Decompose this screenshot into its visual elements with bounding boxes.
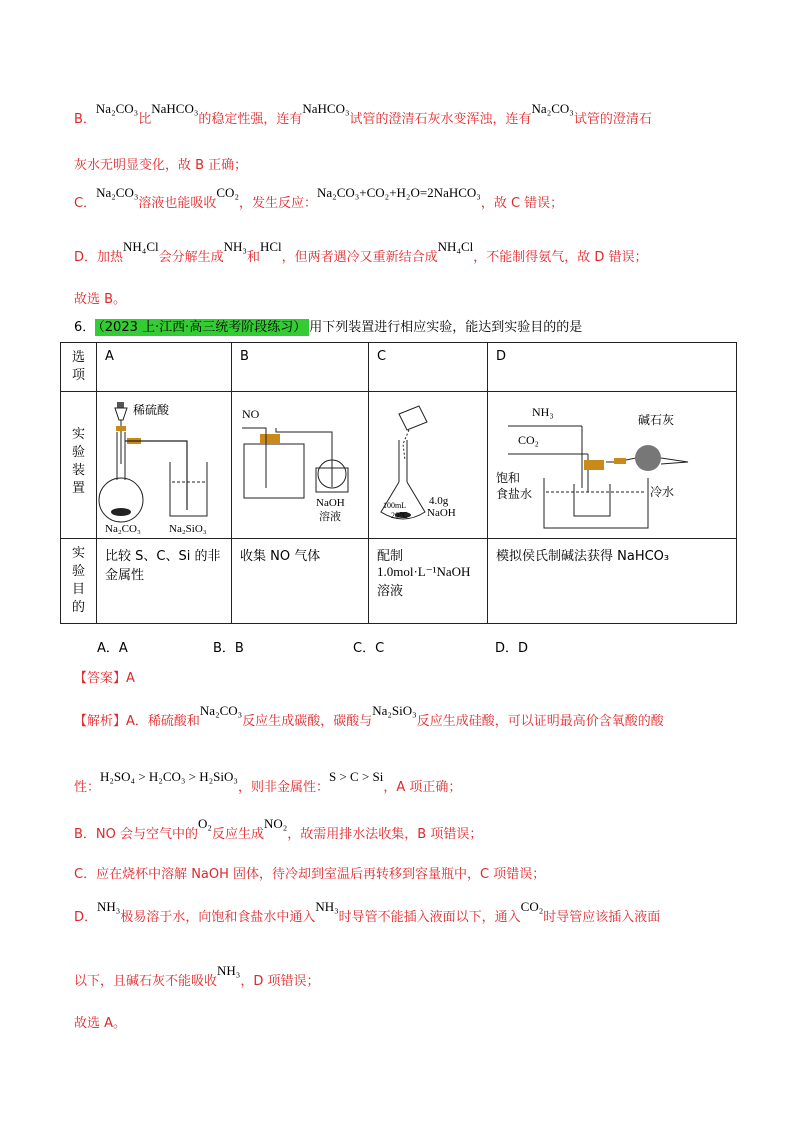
bottle-stopper (260, 434, 280, 444)
purpose-c-line2: 1.0mol·L⁻¹NaOH (377, 564, 471, 579)
formula-hcl: HCl (259, 239, 282, 254)
formula-nahco3: NaHCO₃ (151, 101, 199, 116)
label-brine: 食盐水 (496, 487, 533, 501)
col-d: D (488, 343, 737, 392)
formula-co2: CO₂ (520, 899, 544, 914)
text: 试管的澄清石灰水变浑浊，连有 (349, 112, 532, 127)
apparatus-d (488, 392, 737, 539)
delivery-tube (125, 441, 187, 510)
formula-na2co3: Na₂CO₃ (531, 101, 574, 116)
answer-value: A (126, 671, 135, 686)
header-purpose (61, 539, 97, 624)
gas-bottle (244, 444, 304, 498)
flask-stopper (584, 460, 604, 470)
header-purpose-text: 实验目的 (71, 546, 85, 615)
formula-na2sio3: Na₂SiO₃ (372, 703, 417, 718)
text: 反应生成 (211, 827, 264, 842)
purpose-c-line1: 配制 (377, 549, 404, 564)
choice-a[interactable]: A．A (97, 641, 128, 656)
formula-nh4cl: NH₄Cl (437, 239, 474, 254)
text: 和 (246, 250, 260, 265)
text: ，A 项正确； (383, 780, 462, 795)
text: 反应生成碳酸，碳酸与 (242, 714, 373, 729)
label-soda-lime: 碱石灰 (638, 413, 675, 427)
question-6-stem (74, 316, 740, 335)
text: ，则非金属性： (237, 780, 329, 795)
purpose-row (61, 539, 737, 624)
text: 时导管应该插入液面 (543, 910, 661, 925)
analysis-c: C．应在烧杯中溶解 NaOH 固体，待冷却到室温后再转移到容量瓶中，C 项错误； (74, 867, 546, 882)
text: ，故需用排水法收集，B 项错误； (287, 827, 483, 842)
label-no: NO (242, 407, 260, 421)
apparatus-c (369, 392, 488, 539)
text: 比 (138, 112, 152, 127)
question-text: 用下列装置进行相应实验，能达到实验目的的是 (309, 320, 583, 335)
water-bath (544, 478, 648, 528)
answer (74, 667, 740, 686)
formula-nahco3: NaHCO₃ (302, 101, 350, 116)
reaction-equation: Na₂CO₃+CO₂+H₂O=2NaHCO₃ (317, 185, 481, 200)
formula-na2co3: Na₂CO₃ (95, 101, 139, 116)
formula-o2: O₂ (198, 816, 212, 831)
label-temp: 20℃ (391, 511, 408, 520)
header-option (61, 343, 97, 392)
purpose-c (369, 539, 488, 624)
weighing-beaker (399, 406, 427, 430)
source-tag[interactable]: （2023 上·江西·高三统考阶段练习） (95, 319, 309, 336)
formula-co2: CO₂ (216, 185, 239, 200)
formula-nh4cl: NH₄Cl (123, 239, 159, 254)
purpose-c-line3: 溶液 (377, 584, 404, 599)
option-prefix: B． (74, 112, 96, 127)
text: 时导管不能插入液面以下，通入 (338, 910, 521, 925)
formula-nh3: NH₃ (315, 899, 339, 914)
text: 性： (74, 780, 101, 795)
text: D． (74, 910, 98, 925)
funnel-stopper (117, 402, 124, 408)
label-nh3: NH₃ (532, 405, 554, 419)
formula-na2co3: Na₂CO₃ (199, 703, 243, 718)
formula-nh3: NH₃ (223, 239, 247, 254)
dropping-funnel (115, 408, 127, 420)
apparatus-d-drawing (488, 392, 708, 534)
header-apparatus (61, 392, 97, 539)
text: 反应生成硅酸，可以证明最高价含氧酸的酸 (416, 714, 664, 729)
analysis-b (74, 816, 740, 842)
text: ，发生反应： (238, 196, 317, 211)
text: 极易溶于水，向饱和食盐水中通入 (120, 910, 316, 925)
col-b: B (232, 343, 369, 392)
beaker-a (170, 462, 207, 516)
question-number: 6． (74, 320, 96, 335)
solid-na2co3 (111, 508, 131, 516)
analysis-label: 【解析】 (74, 714, 127, 729)
text: ，但两者遇冷又重新结合成 (281, 250, 438, 265)
soda-lime-tube (635, 445, 661, 471)
text: A．稀硫酸和 (126, 714, 200, 729)
table-header-row (61, 343, 737, 392)
answer-label: 【答案】 (74, 671, 127, 686)
purpose-a: 比较 S、C、Si 的非金属性 (97, 539, 232, 624)
label-saturated: 饱和 (496, 471, 521, 485)
text: ，故 C 错误； (480, 196, 564, 211)
apparatus-b-drawing (232, 392, 368, 534)
purpose-b: 收集 NO 气体 (232, 539, 369, 624)
choice-d[interactable]: D．D (495, 641, 529, 656)
text: 试管的澄清石 (573, 112, 652, 127)
text: 的稳定性强，连有 (198, 112, 303, 127)
choice-c[interactable]: C．C (353, 641, 385, 656)
analysis-d-line1 (74, 899, 740, 925)
analysis-d-line2 (74, 963, 740, 989)
label-co2: CO₂ (518, 433, 539, 447)
header-apparatus-text: 实验装置 (71, 427, 85, 496)
label-na2sio3: Na₂SiO₃ (169, 523, 207, 534)
explanation-b-line1 (74, 101, 740, 127)
option-prefix: C． (74, 196, 97, 211)
explanation-b-line2: 灰水无明显变化，故 B 正确； (74, 158, 248, 173)
text: ，不能制得氨气，故 D 错误； (473, 250, 648, 265)
explanation-d (74, 239, 740, 265)
explanation-c (74, 185, 740, 211)
text: 溶液也能吸收 (138, 196, 217, 211)
text: 以下，且碱石灰不能吸收 (74, 974, 218, 989)
choice-b[interactable]: B．B (213, 641, 244, 656)
apparatus-row (61, 392, 737, 539)
formula-na2co3: Na₂CO₃ (96, 185, 139, 200)
apparatus-a-drawing (97, 392, 231, 534)
col-c: C (369, 343, 488, 392)
nonmetal-order: S > C > Si (328, 769, 384, 784)
tap-icon (116, 426, 126, 431)
label-mass: 4.0g (429, 495, 449, 507)
selection-a: 故选 A。 (74, 1016, 127, 1031)
purpose-d: 模拟侯氏制碱法获得 NaHCO₃ (488, 539, 737, 624)
col-a: A (97, 343, 232, 392)
label-cold-water: 冷水 (650, 485, 675, 499)
label-na2co3: Na₂CO₃ (105, 523, 141, 534)
experiment-table (60, 342, 737, 624)
text: ，D 项错误； (240, 974, 320, 989)
analysis-a-line1 (74, 703, 740, 729)
analysis-a-line2 (74, 769, 740, 795)
apparatus-c-drawing (369, 392, 487, 534)
text: 会分解生成 (158, 250, 224, 265)
selection-b: 故选 B。 (74, 292, 127, 307)
acid-order: H₂SO₄ > H₂CO₃ > H₂SiO₃ (100, 769, 238, 784)
header-option-text: 选项 (71, 350, 85, 383)
apparatus-b (232, 392, 369, 539)
apparatus-a (97, 392, 232, 539)
formula-nh3: NH₃ (97, 899, 121, 914)
label-solution: 溶液 (319, 511, 341, 523)
formula-no2: NO₂ (263, 816, 288, 831)
label-volume: 100mL (383, 501, 407, 510)
reaction-flask (574, 484, 610, 516)
text: B．NO 会与空气中的 (74, 827, 199, 842)
label-naoh: NaOH (316, 497, 345, 509)
formula-nh3: NH₃ (217, 963, 241, 978)
label-acid: 稀硫酸 (133, 403, 170, 417)
label-naoh: NaOH (427, 507, 456, 519)
option-prefix: D．加热 (74, 250, 124, 265)
